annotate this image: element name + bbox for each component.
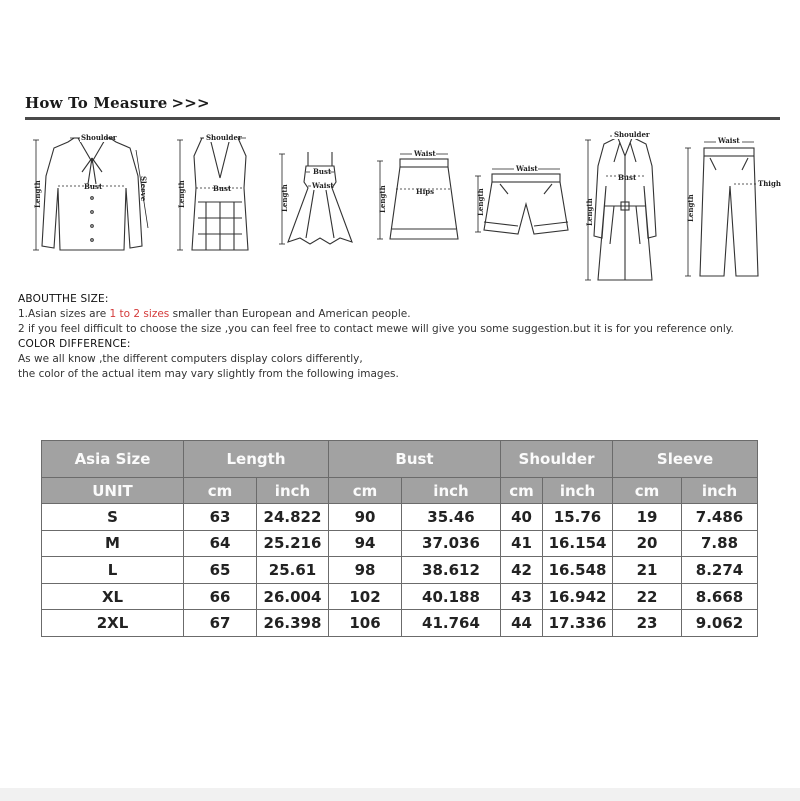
table-row	[42, 610, 758, 637]
measurement-cell: 41.764	[402, 610, 501, 637]
measurement-cell: 19	[613, 504, 682, 531]
measurement-cell: 37.036	[402, 530, 501, 557]
header-bust: Bust	[329, 441, 501, 478]
skirt-hips-label: Hips	[416, 187, 435, 196]
measurement-cell: 98	[329, 557, 402, 584]
measurement-cell: 40	[501, 504, 543, 531]
size-notes	[18, 292, 788, 382]
dress-bust-label: Bust	[313, 167, 332, 176]
vest-shoulder-label: Shoulder	[206, 133, 242, 142]
measurement-cell: 16.942	[543, 583, 613, 610]
coat-diagram	[580, 126, 670, 286]
header-shoulder: Shoulder	[501, 441, 613, 478]
measurement-cell: 40.188	[402, 583, 501, 610]
dress-waist-label: Waist	[312, 181, 334, 190]
table-units-row	[42, 478, 758, 504]
measurement-cell: 7.486	[682, 504, 758, 531]
about-size-heading: ABOUTTHE SIZE:	[18, 293, 109, 305]
page-footer-band	[0, 788, 800, 801]
measurement-cell: 26.398	[257, 610, 329, 637]
measurement-cell: 24.822	[257, 504, 329, 531]
blouse-bust-label: Bust	[84, 182, 103, 191]
unit-cell: inch	[402, 478, 501, 504]
measurement-cell: 67	[184, 610, 257, 637]
measurement-cell: 102	[329, 583, 402, 610]
size-cell: S	[42, 504, 184, 531]
trousers-length-label: Length	[686, 194, 695, 222]
measurement-cell: 17.336	[543, 610, 613, 637]
measurement-cell: 16.548	[543, 557, 613, 584]
dress-length-label: Length	[280, 184, 289, 212]
cami-dress-diagram	[278, 150, 360, 250]
measurement-cell: 94	[329, 530, 402, 557]
trousers-diagram	[682, 130, 782, 280]
about-size-line-1	[18, 307, 788, 322]
garment-diagrams	[0, 0, 800, 300]
unit-cell: inch	[543, 478, 613, 504]
coat-shoulder-label: Shoulder	[614, 130, 650, 139]
unit-label: UNIT	[42, 478, 184, 504]
unit-cell: inch	[682, 478, 758, 504]
measurement-cell: 65	[184, 557, 257, 584]
unit-cell: inch	[257, 478, 329, 504]
unit-cell: cm	[329, 478, 402, 504]
measurement-cell: 90	[329, 504, 402, 531]
color-difference-line-1: As we all know ,the different computers display colors differently,	[18, 353, 363, 365]
size-cell: M	[42, 530, 184, 557]
table-row	[42, 504, 758, 531]
unit-cell: cm	[501, 478, 543, 504]
about-line1-prefix: 1.Asian sizes are	[18, 308, 110, 320]
size-chart-table	[41, 440, 758, 637]
table-body	[42, 504, 758, 637]
measurement-cell: 66	[184, 583, 257, 610]
measurement-cell: 23	[613, 610, 682, 637]
table-header-row	[42, 441, 758, 478]
measurement-cell: 21	[613, 557, 682, 584]
color-difference-heading: COLOR DIFFERENCE:	[18, 338, 131, 350]
measurement-cell: 35.46	[402, 504, 501, 531]
header-sleeve: Sleeve	[613, 441, 758, 478]
table-row	[42, 583, 758, 610]
header-length: Length	[184, 441, 329, 478]
blouse-length-label: Length	[33, 180, 42, 208]
skirt-length-label: Length	[378, 185, 387, 213]
measurement-cell: 41	[501, 530, 543, 557]
size-cell: 2XL	[42, 610, 184, 637]
blouse-shoulder-label: Shoulder	[81, 133, 117, 142]
measurement-cell: 9.062	[682, 610, 758, 637]
blouse-sleeve-label: Sleeve	[139, 176, 148, 202]
trousers-thigh-label: Thigh	[758, 179, 781, 188]
shorts-diagram	[474, 160, 574, 242]
skirt-waist-label: Waist	[414, 149, 436, 158]
measurement-cell: 22	[613, 583, 682, 610]
vest-diagram	[172, 128, 258, 260]
measurement-cell: 25.216	[257, 530, 329, 557]
measurement-cell: 26.004	[257, 583, 329, 610]
size-cell: L	[42, 557, 184, 584]
measurement-cell: 25.61	[257, 557, 329, 584]
measurement-cell: 63	[184, 504, 257, 531]
size-cell: XL	[42, 583, 184, 610]
measurement-cell: 43	[501, 583, 543, 610]
header-asia-size: Asia Size	[42, 441, 184, 478]
measurement-cell: 20	[613, 530, 682, 557]
title-arrows-icon: >>>	[171, 94, 210, 112]
vest-length-label: Length	[177, 180, 186, 208]
unit-cell: cm	[184, 478, 257, 504]
table-row	[42, 557, 758, 584]
measurement-cell: 38.612	[402, 557, 501, 584]
unit-cell: cm	[613, 478, 682, 504]
about-line1-suffix: smaller than European and American people.	[169, 308, 411, 320]
measurement-cell: 42	[501, 557, 543, 584]
coat-bust-label: Bust	[618, 173, 637, 182]
about-size-line-2: 2 if you feel difficult to choose the size ,you can feel free to contact mewe will give you some suggestion.but it is for you reference only.	[18, 323, 734, 335]
measurement-cell: 8.274	[682, 557, 758, 584]
measurement-cell: 7.88	[682, 530, 758, 557]
shorts-waist-label: Waist	[516, 164, 538, 173]
coat-length-label: Length	[585, 198, 594, 226]
vest-bust-label: Bust	[213, 184, 232, 193]
measurement-cell: 15.76	[543, 504, 613, 531]
measurement-cell: 106	[329, 610, 402, 637]
measurement-cell: 16.154	[543, 530, 613, 557]
measurement-cell: 64	[184, 530, 257, 557]
title-text: How To Measure	[25, 94, 168, 112]
measurement-cell: 8.668	[682, 583, 758, 610]
shorts-length-label: Length	[476, 188, 485, 216]
measurement-cell: 44	[501, 610, 543, 637]
blouse-diagram	[28, 128, 160, 260]
trousers-waist-label: Waist	[718, 136, 740, 145]
about-line1-highlight: 1 to 2 sizes	[109, 308, 170, 320]
color-difference-line-2: the color of the actual item may vary slightly from the following images.	[18, 368, 399, 380]
skirt-diagram	[374, 145, 470, 245]
table-row	[42, 530, 758, 557]
